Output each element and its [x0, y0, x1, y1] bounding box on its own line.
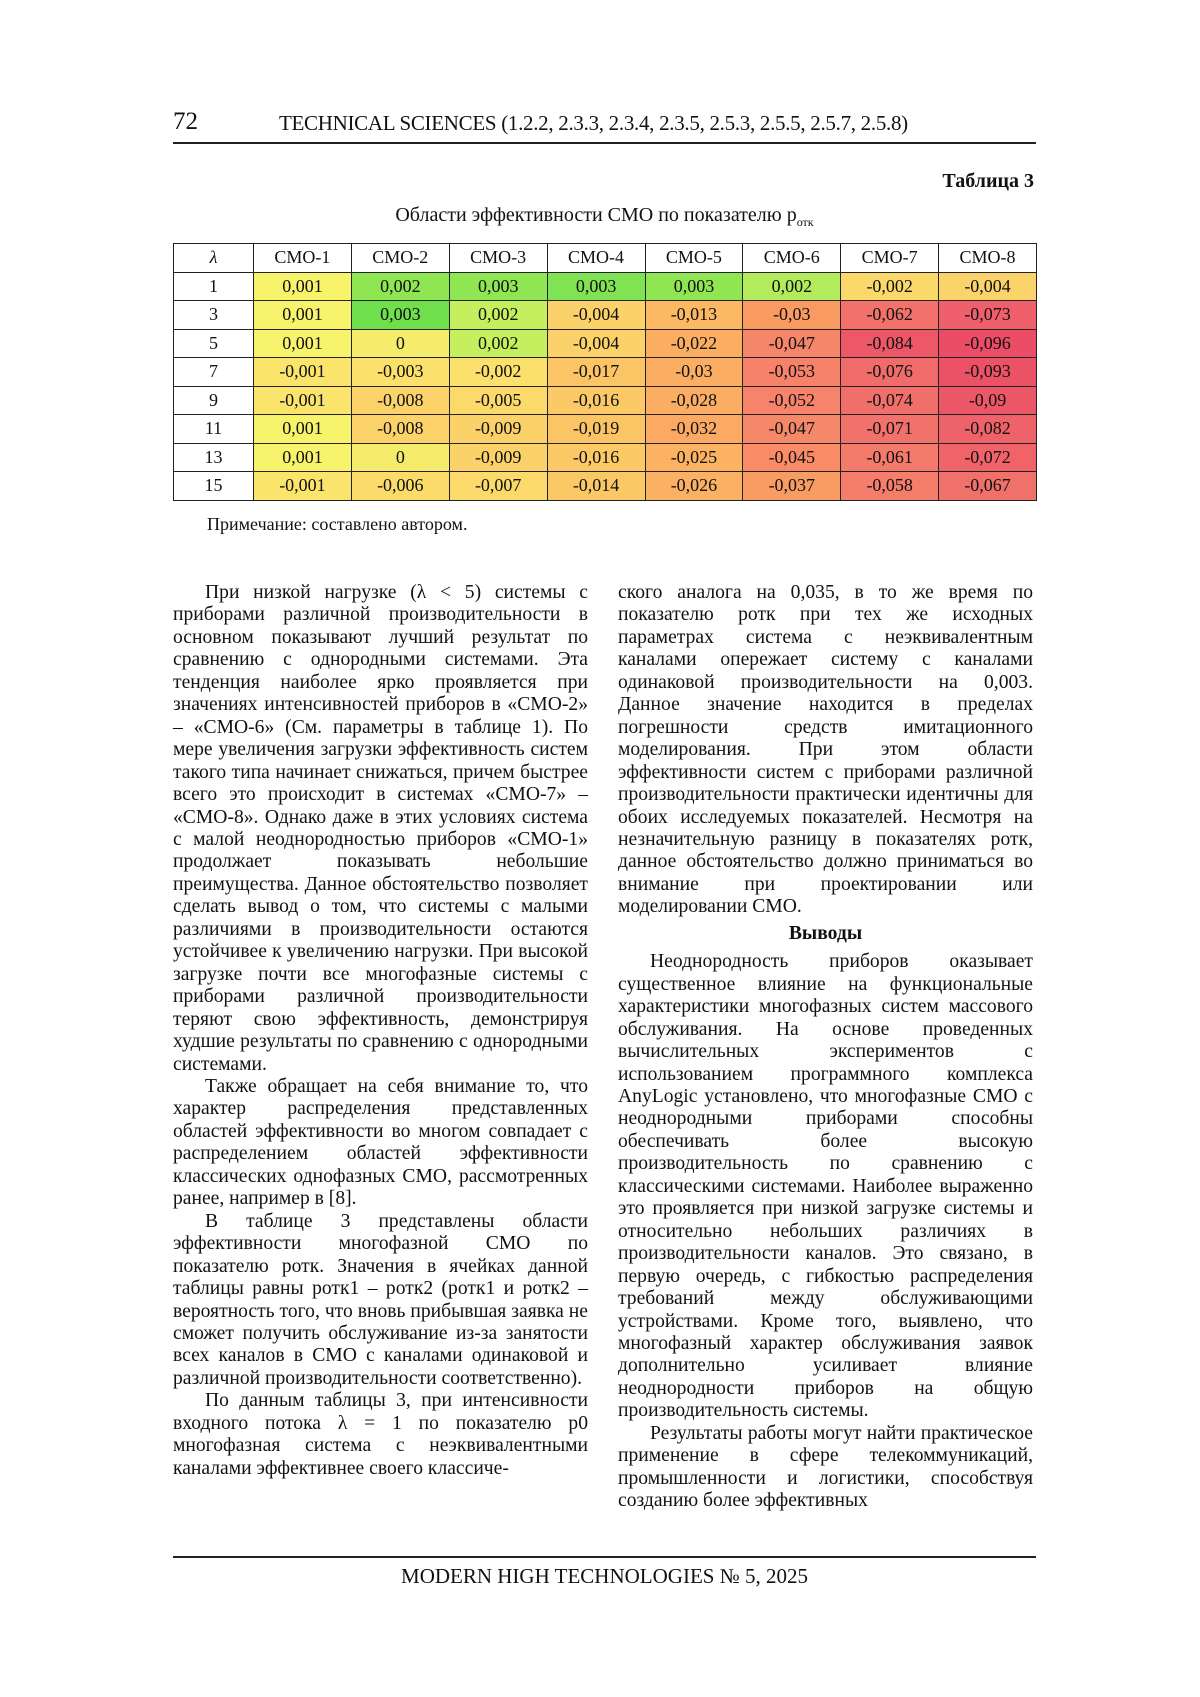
left-column	[173, 582, 588, 1480]
table-note: Примечание: составлено автором.	[207, 514, 468, 534]
table-value-cell: -0,001	[254, 386, 352, 415]
table-value-cell: -0,067	[939, 472, 1037, 501]
table-value-cell: -0,032	[645, 415, 743, 444]
table-value-cell: 0,002	[351, 272, 449, 301]
table-value-cell: -0,096	[939, 329, 1037, 358]
table-value-cell: -0,002	[449, 358, 547, 387]
table-value-cell: -0,072	[939, 443, 1037, 472]
table-value-cell: 0,003	[645, 272, 743, 301]
table-lambda-cell: 9	[174, 386, 254, 415]
table-value-cell: 0	[351, 443, 449, 472]
table-value-cell: -0,028	[645, 386, 743, 415]
table-value-cell: -0,047	[743, 329, 841, 358]
table-lambda-cell: 5	[174, 329, 254, 358]
table-value-cell: -0,004	[939, 272, 1037, 301]
table-header-cell: СМО-4	[547, 244, 645, 273]
table-value-cell: -0,007	[449, 472, 547, 501]
paragraph: ского аналога на 0,035, в то же время по показателю pотк при тех же исходных параметрах система с неэквивалентным каналами опережает систему с каналами одинаковой производительности на 0,003. Данное значение находится в пределах погрешности средств имитационного моделирования. При этом области эффективности систем с приборами различной производительности практически идентичны для обоих исследуемых показателей. Несмотря на незначительную разницу в показателях pотк, данное обстоятельство должно приниматься во внимание при проектировании или моделировании СМО.	[618, 582, 1033, 918]
table-value-cell: -0,004	[547, 329, 645, 358]
table-value-cell: -0,074	[841, 386, 939, 415]
table-value-cell: -0,058	[841, 472, 939, 501]
table-value-cell: -0,03	[645, 358, 743, 387]
table-value-cell: 0,003	[351, 301, 449, 330]
table-caption-main: Области эффективности СМО по показателю p	[395, 204, 797, 226]
table-row	[174, 329, 1037, 358]
table-value-cell: -0,037	[743, 472, 841, 501]
table-row	[174, 472, 1037, 501]
paragraph: Результаты работы могут найти практическое применение в сфере телекоммуникаций, промышленности и логистики, способствуя созданию более эффективных	[618, 1422, 1033, 1512]
table-value-cell: -0,045	[743, 443, 841, 472]
table-value-cell: 0,003	[449, 272, 547, 301]
efficiency-table	[173, 243, 1037, 501]
right-column	[618, 582, 1033, 1513]
table-caption-subscript: отк	[796, 215, 814, 229]
table-value-cell: 0,001	[254, 272, 352, 301]
table-header-lambda: λ	[174, 244, 254, 273]
page-header	[173, 104, 1036, 144]
table-value-cell: 0,001	[254, 415, 352, 444]
table-body	[174, 272, 1037, 500]
table-lambda-cell: 7	[174, 358, 254, 387]
table-value-cell: -0,082	[939, 415, 1037, 444]
table-lambda-cell: 15	[174, 472, 254, 501]
table-header-cell: СМО-6	[743, 244, 841, 273]
table-row	[174, 386, 1037, 415]
table-value-cell: 0,002	[449, 329, 547, 358]
table-value-cell: 0,001	[254, 301, 352, 330]
table-lambda-cell: 3	[174, 301, 254, 330]
page-number: 72	[173, 108, 198, 135]
table-lambda-cell: 11	[174, 415, 254, 444]
table-value-cell: -0,003	[351, 358, 449, 387]
table-value-cell: -0,005	[449, 386, 547, 415]
table-row	[174, 443, 1037, 472]
table-value-cell: -0,001	[254, 358, 352, 387]
table-value-cell: -0,022	[645, 329, 743, 358]
table-value-cell: -0,008	[351, 415, 449, 444]
table-row	[174, 415, 1037, 444]
table-value-cell: -0,061	[841, 443, 939, 472]
table-value-cell: -0,006	[351, 472, 449, 501]
table-value-cell: -0,001	[254, 472, 352, 501]
table-value-cell: -0,004	[547, 301, 645, 330]
table-value-cell: -0,013	[645, 301, 743, 330]
table-value-cell: -0,09	[939, 386, 1037, 415]
table-value-cell: 0,001	[254, 443, 352, 472]
table-header-cell: СМО-3	[449, 244, 547, 273]
table-header-cell: СМО-8	[939, 244, 1037, 273]
table-value-cell: -0,076	[841, 358, 939, 387]
paragraph: По данным таблицы 3, при интенсивности входного потока λ = 1 по показателю p0 многофазная система с неэквивалентными каналами эффективнее своего классиче-	[173, 1390, 588, 1479]
paragraph: В таблице 3 представлены области эффективности многофазной СМО по показателю pотк. Значения в ячейках данной таблицы равны pотк1 – pотк2 (pотк1 и pотк2 – вероятность того, что вновь прибывшая заявка не сможет получить обслуживание из-за занятости всех каналов в СМО с каналами одинаковой и различной производительности соответственно).	[173, 1210, 588, 1389]
table-value-cell: -0,052	[743, 386, 841, 415]
table-header-cell: СМО-7	[841, 244, 939, 273]
table-header-cell: СМО-1	[254, 244, 352, 273]
table-value-cell: -0,071	[841, 415, 939, 444]
table-value-cell: -0,03	[743, 301, 841, 330]
table-value-cell: -0,009	[449, 415, 547, 444]
table-value-cell: -0,025	[645, 443, 743, 472]
table-value-cell: -0,053	[743, 358, 841, 387]
table-row	[174, 272, 1037, 301]
table-header-cell: СМО-2	[351, 244, 449, 273]
paragraph: Неоднородность приборов оказывает существенное влияние на функциональные характеристики многофазных систем массового обслуживания. На основе проведенных вычислительных экспериментов с использованием программного комплекса AnyLogic установлено, что многофазные СМО с неоднородными приборами способны обеспечивать более высокую производительность по сравнению с классическими системами. Наиболее выраженно это проявляется при низкой загрузке системы и относительно небольших различиях в производительности каналов. Это связано, в первую очередь, с гибкостью распределения требований между обслуживающими устройствами. Кроме того, выявлено, что многофазный характер обслуживания заявок дополнительно усиливает влияние неоднородности приборов на общую производительность системы.	[618, 951, 1033, 1422]
table-lambda-cell: 1	[174, 272, 254, 301]
page-footer	[173, 1556, 1036, 1598]
table-lambda-cell: 13	[174, 443, 254, 472]
table-value-cell: -0,008	[351, 386, 449, 415]
table-value-cell: 0,001	[254, 329, 352, 358]
table-value-cell: -0,073	[939, 301, 1037, 330]
table-caption	[173, 204, 1036, 230]
table-value-cell: -0,047	[743, 415, 841, 444]
table-value-cell: -0,062	[841, 301, 939, 330]
table-value-cell: -0,084	[841, 329, 939, 358]
conclusions-heading: Выводы	[788, 922, 863, 944]
table-value-cell: -0,002	[841, 272, 939, 301]
table-value-cell: 0	[351, 329, 449, 358]
table-row	[174, 358, 1037, 387]
table-row	[174, 301, 1037, 330]
footer-journal: MODERN HIGH TECHNOLOGIES № 5, 2025	[401, 1564, 808, 1588]
table-value-cell: 0,003	[547, 272, 645, 301]
table-value-cell: -0,026	[645, 472, 743, 501]
table-value-cell: 0,002	[449, 301, 547, 330]
table-value-cell: -0,016	[547, 386, 645, 415]
journal-section-title: TECHNICAL SCIENCES (1.2.2, 2.3.3, 2.3.4, 2.3.5, 2.5.3, 2.5.5, 2.5.7, 2.5.8)	[279, 111, 908, 135]
paragraph: Также обращает на себя внимание то, что характер распределения представленных областей эффективности во многом совпадает с распределением областей эффективности классических однофазных СМО, рассмотренных ранее, например в [8].	[173, 1075, 588, 1210]
table-value-cell: -0,014	[547, 472, 645, 501]
table-label: Таблица 3	[942, 170, 1034, 192]
table-value-cell: 0,002	[743, 272, 841, 301]
table-header-row	[174, 244, 1037, 273]
paragraph: При низкой нагрузке (λ < 5) системы с приборами различной производительности в основном показывают лучший результат по сравнению с однородными системами. Эта тенденция наиболее ярко проявляется при значениях интенсивностей приборов в «СМО-2» – «СМО-6» (См. параметры в таблице 1). По мере увеличения загрузки эффективность систем такого типа начинает снижаться, причем быстрее всего это происходит в системах «СМО-7» – «СМО-8». Однако даже в этих условиях система с малой неоднородностью приборов «СМО-1» продолжает показывать небольшие преимущества. Данное обстоятельство позволяет сделать вывод о том, что системы с малыми различиями в производительности остаются устойчивее к увеличению нагрузки. При высокой загрузке почти все многофазные системы с приборами различной производительности теряют свою эффективность, демонстрируя худшие результаты по сравнению с однородными системами.	[173, 582, 588, 1075]
table-value-cell: -0,093	[939, 358, 1037, 387]
table-value-cell: -0,017	[547, 358, 645, 387]
table-value-cell: -0,019	[547, 415, 645, 444]
table-value-cell: -0,016	[547, 443, 645, 472]
table-value-cell: -0,009	[449, 443, 547, 472]
table-header-cell: СМО-5	[645, 244, 743, 273]
